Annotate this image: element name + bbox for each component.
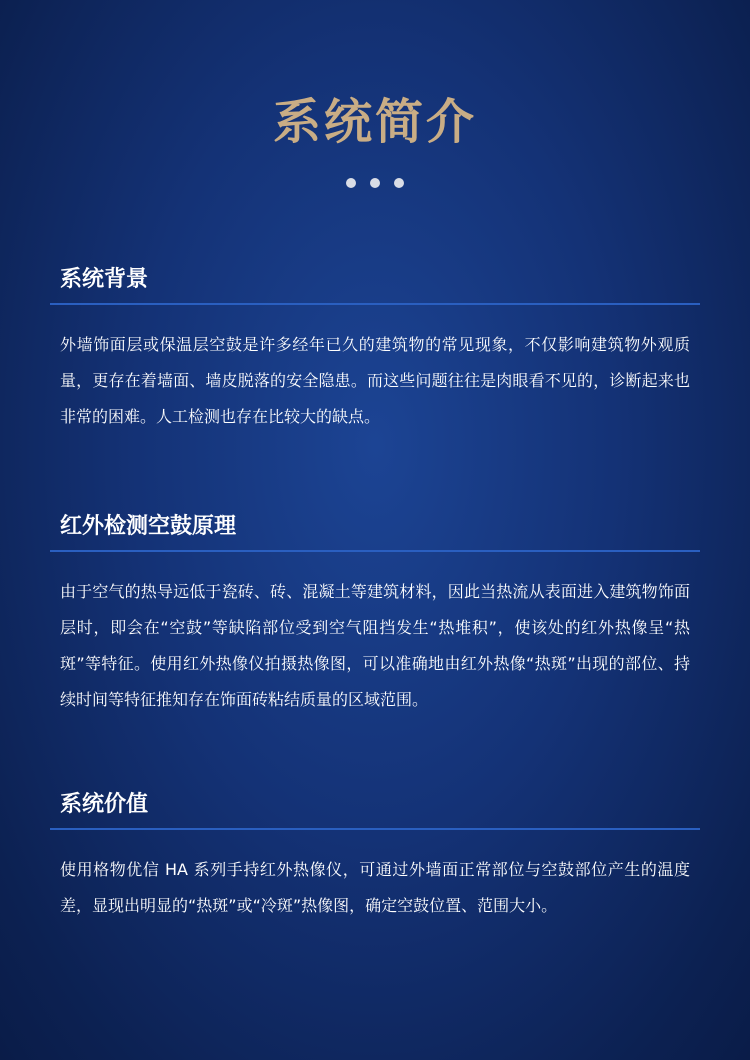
dot-icon xyxy=(370,178,380,188)
section-heading: 红外检测空鼓原理 xyxy=(60,514,237,539)
section-background xyxy=(50,265,700,435)
section-divider xyxy=(50,303,700,305)
section-body: 由于空气的热导远低于瓷砖、砖、混凝土等建筑材料，因此当热流从表面进入建筑物饰面层时，即会在“空鼓”等缺陷部位受到空气阻挡发生“热堆积”，使该处的红外热像呈“热斑”等特征。使用红外热像仪拍摄热像图，可以准确地由红外热像“热斑”出现的部位、持续时间等特征推知存在饰面砖粘结质量的区域范围。 xyxy=(60,582,690,709)
section-value xyxy=(50,790,700,924)
dot-icon xyxy=(394,178,404,188)
section-divider xyxy=(50,828,700,830)
section-heading: 系统价值 xyxy=(60,792,149,817)
title-dots-decoration xyxy=(0,178,750,188)
page-title: 系统简介 xyxy=(272,94,477,150)
section-body: 使用格物优信 HA 系列手持红外热像仪，可通过外墙面正常部位与空鼓部位产生的温度差，显现出明显的“热斑”或“冷斑”热像图，确定空鼓位置、范围大小。 xyxy=(60,860,690,915)
section-body: 外墙饰面层或保温层空鼓是许多经年已久的建筑物的常见现象，不仅影响建筑物外观质量，更存在着墙面、墙皮脱落的安全隐患。而这些问题往往是肉眼看不见的，诊断起来也非常的困难。人工检测也存在比较大的缺点。 xyxy=(60,335,690,426)
section-heading: 系统背景 xyxy=(60,267,149,292)
section-principle xyxy=(50,512,700,718)
section-divider xyxy=(50,550,700,552)
dot-icon xyxy=(346,178,356,188)
